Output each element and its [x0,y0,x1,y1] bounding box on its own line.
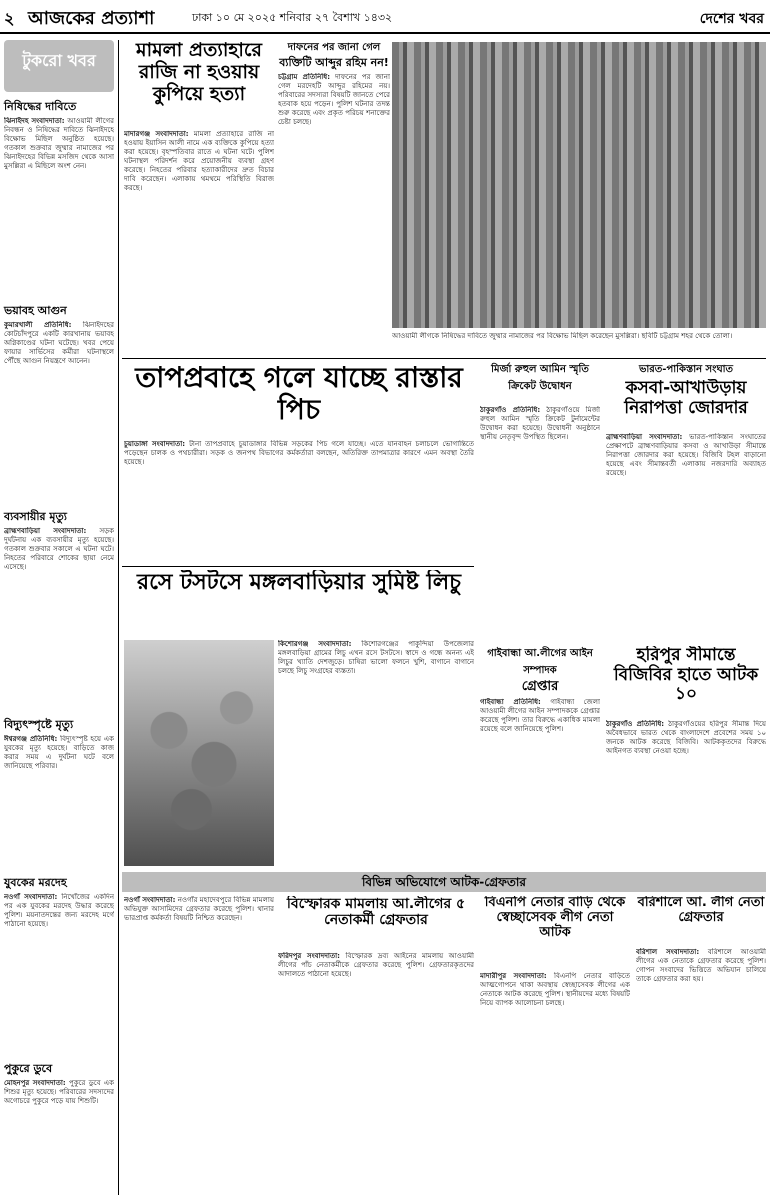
sidebar-divider [118,40,119,1195]
story-haripur [606,646,766,866]
story-body: মাদারগঞ্জ সংবাদদাতা: মামলা প্রত্যাহারে রাজি না হওয়ায় ইয়াসিন আলী নামে এক ব্যক্তিকে কুপিয়ে হত্যা করা হয়েছে। বৃহস্পতিবার রাতে এ ঘটনা ঘটে। পুলিশ ঘটনাস্থল পরিদর্শন করে প্রয়োজনীয় ব্যবস্থা গ্রহণ করেছে। নিহতের পরিবার হত্যাকারীদের দ্রুত বিচার দাবি করেছেন। এলাকায় থমথমে পরিস্থিতি বিরাজ করছে। [124,130,274,192]
story-body: মাদারীপুর সংবাদদাতা: বিএনপি নেতার বাড়িতে আত্মগোপনে থাকা অবস্থায় স্বেচ্ছাসেবক লীগের এক নেতাকে আটক করেছে পুলিশ। স্থানীয়দের মধ্যে বিষয়টি নিয়ে ব্যাপক আলোচনা চলছে। [480,972,630,1007]
headline: হরিপুর সীমান্তে বিজিবির হাতে আটক ১০ [613,646,759,705]
story-explosive-case [124,896,274,1196]
sidebar-item-text: মোহনপুর সংবাদদাতা: পুকুরে ডুবে এক শিশুর মৃত্যু হয়েছে। পরিবারের সদস্যদের অগোচরে পুকুরে পড়ে যায় শিশুটি। [4,1079,114,1105]
story-cricket [480,362,600,642]
sidebar-item-text: ব্রাহ্মণবাড়িয়া সংবাদদাতা: সড়ক দুর্ঘটনায় এক ব্যবসায়ীর মৃত্যু হয়েছে। গতকাল শুক্রবার সকালে এ ঘটনা ঘটে। নিহতের পরিবারে শোকের ছায়া নেমে এসেছে। [4,527,114,571]
sidebar-item [4,302,114,502]
sidebar-item-head: যুবকের মরদেহ [4,876,67,889]
sidebar-item [4,716,114,866]
story-body: নওগাঁ সংবাদদাতা: নওগাঁর মহাদেবপুরে বিভিন্ন মামলায় অভিযুক্ত আসামিদের গ্রেফতার করেছে পুলিশ। থানার ভারপ্রাপ্ত কর্মকর্তা বিষয়টি নিশ্চিত করেছেন। [124,896,274,922]
story-barishal [636,896,766,1196]
sidebar [4,40,124,1195]
sidebar-item-head: পুকুরে ডুবে [4,1062,53,1075]
headline: বিস্ফোরক মামলায় আ.লীগের ৫ নেতাকর্মী গ্রেফতার [286,896,466,929]
headline: ব্যক্তিটি আব্দুর রহিম নন! [279,56,389,69]
headline: তাপপ্রবাহে গলে যাচ্ছে রাস্তার পিচ [135,362,463,427]
sidebar-item [4,874,114,1054]
sidebar-item-text: কুমারখালী প্রতিনিধি: ঝিনাইদহের কোটচাঁদপুরে একটি কারখানায় ভয়াবহ অগ্নিকাণ্ডের ঘটনা ঘটেছে। খবর পেয়ে ফায়ার সার্ভিসের কর্মীরা ঘটনাস্থলে পৌঁছে আগুন নিয়ন্ত্রণে আনেন। [4,321,114,365]
kicker: গাইবান্ধা আ.লীগের আইন সম্পাদক [487,648,593,676]
dateline: ঢাকা ১০ মে ২০২৫ শনিবার ২৭ বৈশাখ ১৪৩২ [192,11,393,24]
sidebar-logo [4,40,114,92]
sidebar-item-head: ব্যবসায়ীর মৃত্যু [4,510,67,523]
divider [122,566,474,567]
divider [122,358,766,359]
story-bnp-house [480,896,630,1196]
headline: বিএনপি নেতার বাড়ি থেকে স্বেচ্ছাসেবক লীগ নেতা আটক [484,896,626,940]
lychee-photo [124,640,274,866]
story-body: ঠাকুরগাঁও প্রতিনিধি: ঠাকুরগাঁওয়ের হরিপুর সীমান্ত দিয়ে অবৈধভাবে ভারত থেকে বাংলাদেশে প্রবেশের সময় ১০ জনকে আটক করেছে বিজিবি। আটককৃতদের বিরুদ্ধে আইনগত ব্যবস্থা নেওয়া হচ্ছে। [606,720,766,755]
story-body: গাইবান্ধা প্রতিনিধি: গাইবান্ধা জেলা আওয়ামী লীগের আইন সম্পাদককে গ্রেপ্তার করেছে পুলিশ। তার বিরুদ্ধে একাধিক মামলা রয়েছে বলে জানিয়েছে পুলিশ। [480,697,600,733]
story-body: ফরিদপুর সংবাদদাতা: বিস্ফোরক দ্রব্য আইনের মামলায় আওয়ামী লীগের পাঁচ নেতাকর্মীকে গ্রেফতার করেছে পুলিশ। গ্রেফতারকৃতদের আদালতে পাঠানো হয়েছে। [278,952,474,978]
story-body: চট্টগ্রাম প্রতিনিধি: দাফনের পর জানা গেল মরদেহটি আব্দুর রহিমের নয়। পরিবারের সদস্যরা বিষয়টি জানতে পেরে হতবাক হয়ে পড়েন। পুলিশ ঘটনার তদন্ত শুরু করেছে এবং প্রকৃত পরিচয় শনাক্তের চেষ্টা চলছে। [278,72,390,126]
photo-caption: আওয়ামী লীগকে নিষিদ্ধের দাবিতে জুম্মার নামাজের পর বিক্ষোভ মিছিল করেছেন মুসল্লিরা। ছবিটি চট্টগ্রাম শহর থেকে তোলা। [392,332,733,340]
headline: বরিশালে আ. লীগ নেতা গ্রেফতার [637,896,765,925]
sidebar-item [4,508,114,708]
page-number: ২ [4,9,15,28]
sidebar-item-text: নওগাঁ সংবাদদাতা: নিখোঁজের একদিন পর এক যুবকের মরদেহ উদ্ধার করেছে পুলিশ। ময়নাতদন্তের জন্য মরদেহ মর্গে পাঠানো হয়েছে। [4,893,114,928]
story-body: চুয়াডাঙ্গা সংবাদদাতা: টানা তাপপ্রবাহে চুয়াডাঙ্গার বিভিন্ন সড়কের পিচ গলে যাচ্ছে। এতে যানবাহন চলাচলে ভোগান্তিতে পড়েছেন চালক ও পথচারীরা। সড়ক ও জনপথ বিভাগের কর্মকর্তারা বলছেন, অতিরিক্ত তাপমাত্রার কারণে এমন অবস্থা তৈরি হয়েছে। [124,440,474,466]
headline: মামলা প্রত্যাহারে রাজি না হওয়ায় কুপিয়ে হত্যা [136,40,262,105]
sidebar-item [4,98,114,298]
sidebar-logo-text: টুকরো খবর [22,51,96,70]
kicker: দাফনের পর জানা গেল [287,42,381,53]
section-band [122,872,766,892]
sidebar-item-head: বিদ্যুৎস্পৃষ্টে মৃত্যু [4,718,74,731]
story-gaibandha [480,646,600,866]
sidebar-item-head: ভয়াবহ আগুন [4,304,67,317]
sidebar-item-head: নিষিদ্ধের দাবিতে [4,100,77,113]
sidebar-item-text: ঈশ্বরগঞ্জ প্রতিনিধি: বিদ্যুৎস্পৃষ্ট হয়ে এক যুবকের মৃত্যু হয়েছে। বাড়িতে কাজ করার সময় এ দুর্ঘটনা ঘটে বলে জানিয়েছে পরিবার। [4,735,114,770]
band-title: বিভিন্ন অভিযোগে আটক-গ্রেফতার [362,875,526,889]
story-border-security [606,362,766,642]
story-body: ঠাকুরগাঁও প্রতিনিধি: ঠাকুরগাঁওয়ে মির্জা রুহুল আমিন স্মৃতি ক্রিকেট টুর্নামেন্টের উদ্বোধন করা হয়েছে। উদ্বোধনী অনুষ্ঠানে স্থানীয় নেতৃবৃন্দ উপস্থিত ছিলেন। [480,406,600,441]
headline: রসে টসটসে মঙ্গলবাড়িয়ার সুমিষ্ট লিচু [136,570,462,595]
kicker: ভারত-পাকিস্তান সংঘাত [638,364,734,375]
headline: কসবা-আখাউড়ায় নিরাপত্তা জোরদার [624,379,748,418]
sidebar-item [4,1060,114,1195]
story-burial [278,40,390,355]
section-title: দেশের খবর [699,11,764,27]
kicker: মির্জা রুহুল আমিন স্মৃতি ক্রিকেট উদ্বোধন [491,364,589,392]
story-murder [124,40,274,355]
sidebar-item-text: ঝিনাইদহ সংবাদদাতা: আওয়ামী লীগের নিবন্ধন ও নিষিদ্ধের দাবিতে ঝিনাইদহে বিক্ষোভ মিছিল অনুষ্ঠিত হয়েছে। গতকাল শুক্রবার জুম্মার নামাজের পর ঝিনাইদহের বিভিন্ন মসজিদ থেকে আসা মুসল্লিরা এ মিছিলে অংশ নেন। [4,117,114,170]
protest-photo [392,42,766,328]
story-body: কিশোরগঞ্জ সংবাদদাতা: কিশোরগঞ্জের পাকুন্দিয়া উপজেলার মঙ্গলবাড়িয়া গ্রামের লিচু এখন রসে টসটসে। স্বাদে ও গন্ধে অনন্য এই লিচুর খ্যাতি দেশজুড়ে। চাষিরা ভালো ফলনে খুশি, বাগানে বাগানে চলছে লিচু সংগ্রহের ব্যস্ততা। [278,640,474,675]
headline: গ্রেপ্তার [521,679,559,694]
newspaper-name: আজকের প্রত্যাশা [28,8,155,29]
masthead [0,0,770,34]
story-explosive-case-main [278,896,474,1196]
story-body: ব্রাহ্মণবাড়িয়া সংবাদদাতা: ভারত-পাকিস্তান সংঘাতের প্রেক্ষাপটে ব্রাহ্মণবাড়িয়ার কসবা ও আখাউড়া সীমান্তে নিরাপত্তা জোরদার করা হয়েছে। বিজিবি টহল বাড়ানো হয়েছে এবং সীমান্তবর্তী এলাকায় নজরদারি অব্যাহত রয়েছে। [606,433,766,477]
story-body: বরিশাল সংবাদদাতা: বরিশালে আওয়ামী লীগের এক নেতাকে গ্রেফতার করেছে পুলিশ। গোপন সংবাদের ভিত্তিতে অভিযান চালিয়ে তাকে গ্রেফতার করা হয়। [636,948,766,983]
